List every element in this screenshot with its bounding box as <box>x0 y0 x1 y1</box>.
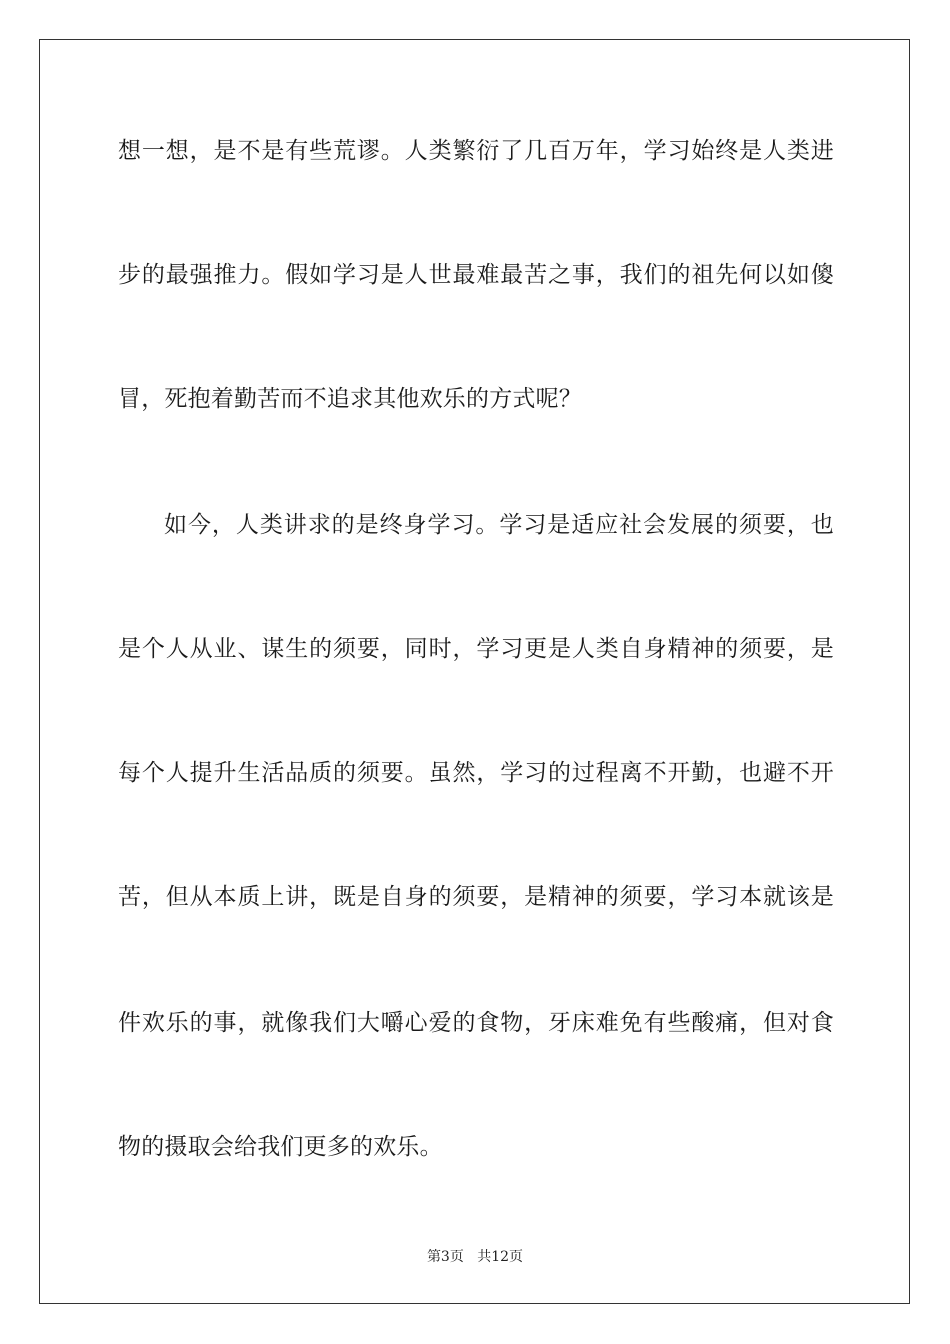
body-text-line: 每个人提升生活品质的须要。虽然，学习的过程离不开勤，也避不开 <box>118 760 834 786</box>
page-number: 第3页 <box>426 1249 464 1265</box>
page-footer <box>0 1248 950 1266</box>
body-text-line: 苦，但从本质上讲，既是自身的须要，是精神的须要，学习本就该是 <box>118 884 834 910</box>
body-text-line: 物的摄取会给我们更多的欢乐。 <box>118 1134 443 1160</box>
paragraph-first-line: 如今，人类讲求的是终身学习。学习是适应社会发展的须要，也 <box>164 512 834 538</box>
body-text-line: 冒，死抱着勤苦而不追求其他欢乐的方式呢？ <box>118 386 582 412</box>
body-text-line: 是个人从业、谋生的须要，同时，学习更是人类自身精神的须要，是 <box>118 636 834 662</box>
page-border <box>39 39 910 1304</box>
body-text-line: 想一想，是不是有些荒谬。人类繁衍了几百万年，学习始终是人类进 <box>118 138 834 164</box>
body-text-line: 件欢乐的事，就像我们大嚼心爱的食物，牙床难免有些酸痛，但对食 <box>118 1010 834 1036</box>
body-text-line: 步的最强推力。假如学习是人世最难最苦之事，我们的祖先何以如傻 <box>118 262 834 288</box>
page-total: 共12页 <box>477 1249 524 1265</box>
